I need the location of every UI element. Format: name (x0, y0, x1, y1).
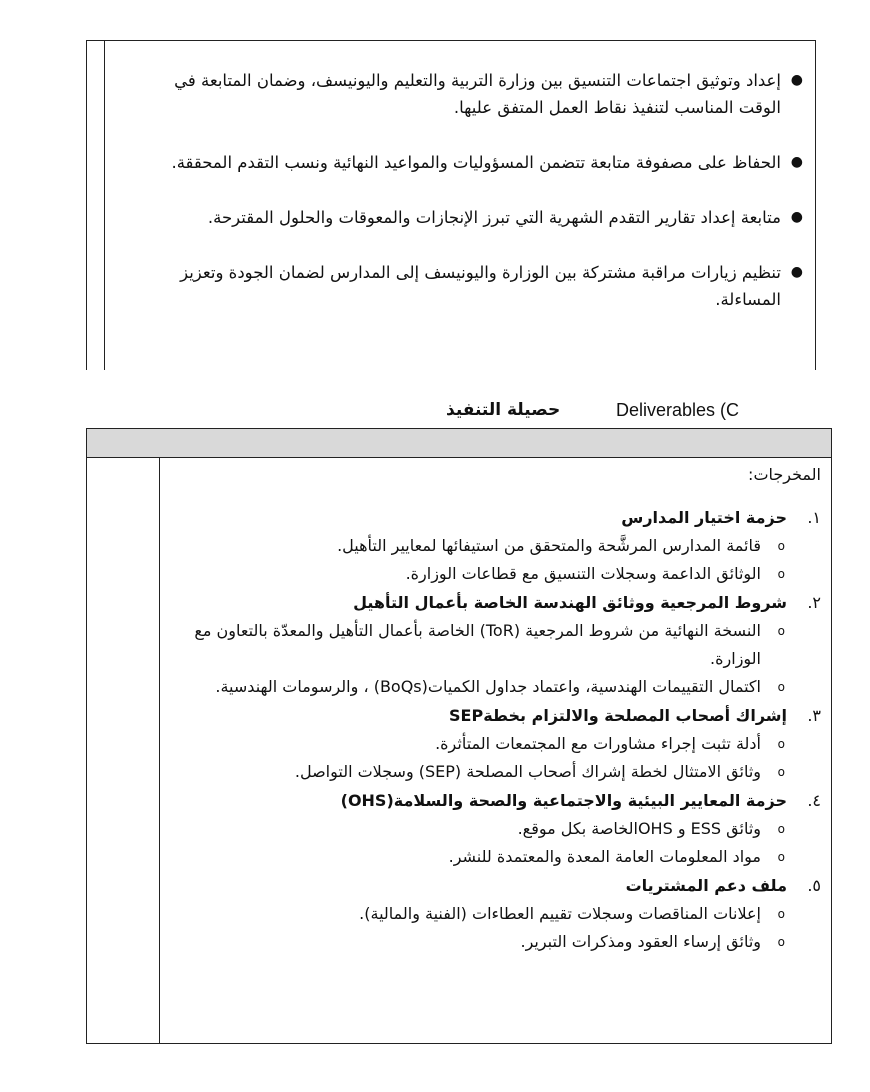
list-item-text: النسخة النهائية من شروط المرجعية (ToR) الخاصة بأعمال التأهيل والمعدّة بالتعاون مع الوزارة. (194, 621, 761, 668)
circle-bullet-icon: o (777, 567, 785, 581)
circle-bullet-icon: o (777, 737, 785, 751)
deliverable-number: ٢. (807, 593, 821, 612)
bullet-icon: ● (790, 264, 803, 280)
activities-cell (127, 67, 803, 341)
bullet-text: تنظيم زيارات مراقبة مشتركة بين الوزارة واليونيسف إلى المدارس لضمان الجودة وتعزيز المساءلة. (180, 263, 781, 309)
list-item-text: وثائق إرساء العقود ومذكرات التبرير. (520, 932, 761, 951)
list-item (167, 617, 821, 673)
sub-list (167, 900, 821, 956)
sub-list (167, 730, 821, 786)
table-column-divider (159, 458, 160, 1043)
circle-bullet-icon: o (777, 680, 785, 694)
bullet-icon: ● (790, 154, 803, 170)
list-item-text: وثائق الامتثال لخطة إشراك أصحاب المصلحة (SEP) وسجلات التواصل. (294, 762, 761, 781)
table-column-divider (104, 41, 105, 370)
sub-list (167, 532, 821, 588)
list-item (167, 532, 821, 560)
list-item-text: اكتمال التقييمات الهندسية، واعتماد جداول الكميات(BoQs) ، والرسومات الهندسية. (215, 677, 761, 696)
bullet-icon: ● (790, 209, 803, 225)
list-item (167, 928, 821, 956)
deliverable-title: حزمة المعايير البيئية والاجتماعية والصحة والسلامة(OHS) (340, 791, 787, 810)
bullet-item (127, 204, 803, 231)
deliverable-item (167, 786, 821, 815)
deliverable-item (167, 871, 821, 900)
bullet-text: إعداد وتوثيق اجتماعات التنسيق بين وزارة التربية والتعليم واليونيسف، وضمان المتابعة في الوقت المناسب لتنفيذ نقاط العمل المتفق عليها. (174, 71, 781, 117)
circle-bullet-icon: o (777, 850, 785, 864)
deliverable-item (167, 503, 821, 532)
deliverable-title: حزمة اختيار المدارس (621, 508, 787, 527)
deliverable-number: ٣. (807, 706, 821, 725)
list-item-text: مواد المعلومات العامة المعدة والمعتمدة للنشر. (448, 847, 761, 866)
deliverables-cell (167, 461, 821, 956)
deliverables-table (86, 428, 832, 1044)
outputs-title: المخرجات: (748, 465, 821, 484)
list-item (167, 673, 821, 701)
table-header-row (87, 429, 831, 458)
list-item-text: إعلانات المناقصات وسجلات تقييم العطاءات (الفنية والمالية). (359, 904, 761, 923)
deliverable-title: إشراك أصحاب المصلحة والالتزام بخطةSEP (449, 706, 787, 725)
deliverable-title: شروط المرجعية ووثائق الهندسة الخاصة بأعمال التأهيل (353, 593, 787, 612)
bullet-icon: ● (790, 72, 803, 88)
section-heading-english: Deliverables (C (616, 400, 740, 420)
sub-list (167, 617, 821, 701)
circle-bullet-icon: o (777, 539, 785, 553)
sub-list (167, 815, 821, 871)
bullet-item (127, 149, 803, 176)
bullet-item (127, 259, 803, 313)
list-item (167, 758, 821, 786)
list-item (167, 843, 821, 871)
deliverable-title: ملف دعم المشتريات (625, 876, 787, 895)
circle-bullet-icon: o (777, 822, 785, 836)
deliverable-item (167, 588, 821, 617)
list-item-text: قائمة المدارس المرشَّحة والمتحقق من استيفائها لمعايير التأهيل. (337, 536, 761, 555)
list-item (167, 730, 821, 758)
bullet-item (127, 67, 803, 121)
deliverable-number: ٤. (807, 791, 821, 810)
deliverable-item (167, 701, 821, 730)
list-item (167, 815, 821, 843)
section-heading (446, 396, 776, 424)
deliverable-number: ٥. (807, 876, 821, 895)
circle-bullet-icon: o (777, 907, 785, 921)
section-heading-arabic: حصيلة التنفيذ (446, 400, 561, 420)
circle-bullet-icon: o (777, 935, 785, 949)
circle-bullet-icon: o (777, 624, 785, 638)
list-item-text: وثائق ESS و OHSالخاصة بكل موقع. (517, 819, 761, 838)
list-item (167, 560, 821, 588)
list-item-text: أدلة تثبت إجراء مشاورات مع المجتمعات المتأثرة. (435, 734, 761, 753)
circle-bullet-icon: o (777, 765, 785, 779)
list-item-text: الوثائق الداعمة وسجلات التنسيق مع قطاعات الوزارة. (405, 564, 761, 583)
bullet-text: الحفاظ على مصفوفة متابعة تتضمن المسؤوليات والمواعيد النهائية ونسب التقدم المحققة. (171, 153, 781, 172)
deliverable-number: ١. (807, 508, 821, 527)
bullet-text: متابعة إعداد تقارير التقدم الشهرية التي تبرز الإنجازات والمعوقات والحلول المقترحة. (207, 208, 781, 227)
activities-table (86, 40, 816, 370)
list-item (167, 900, 821, 928)
